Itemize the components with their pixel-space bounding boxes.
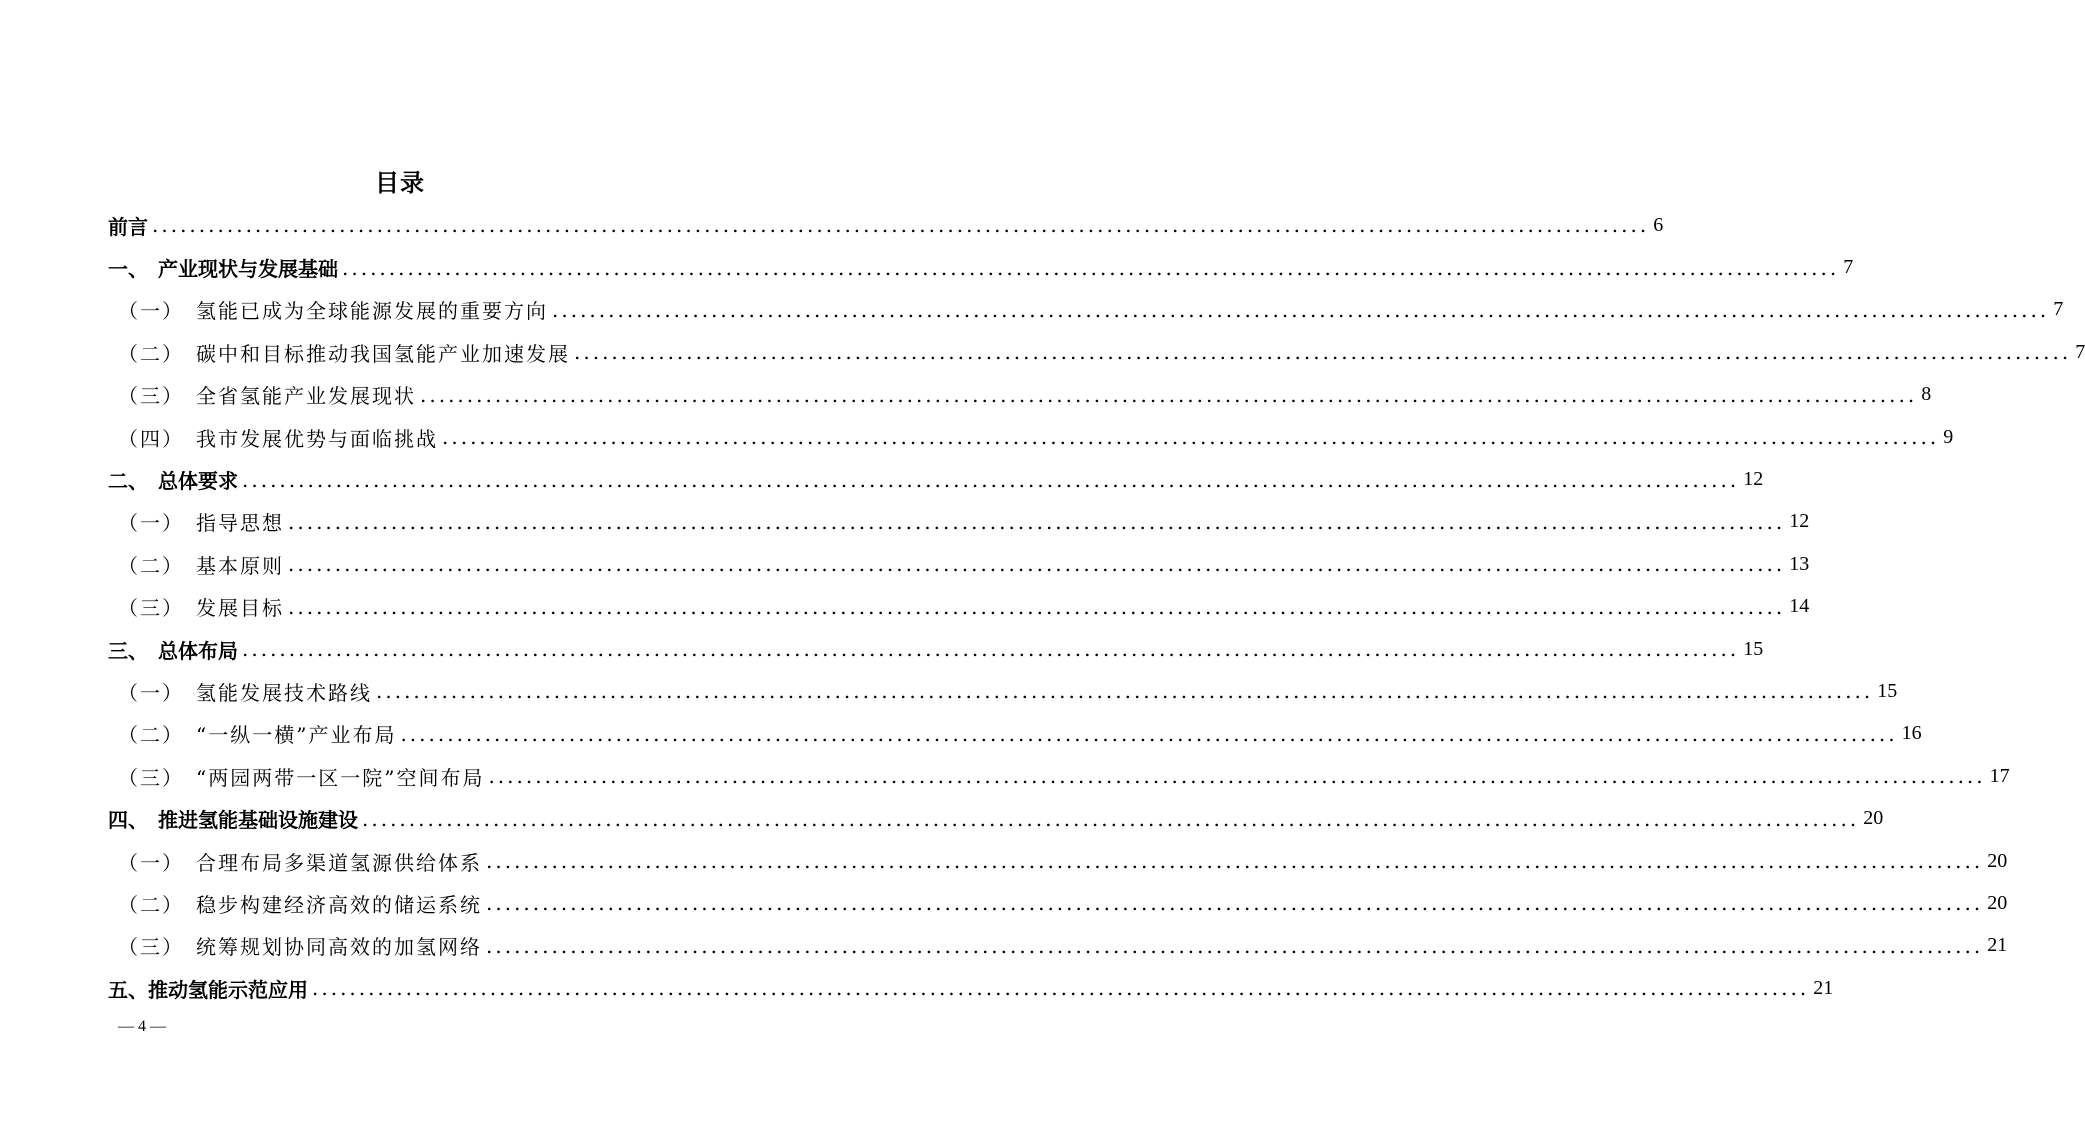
toc-entry-page: 15 bbox=[1743, 637, 1764, 660]
toc-entry-label: （二） 碳中和目标推动我国氢能产业加速发展 bbox=[118, 341, 570, 366]
toc-entry[interactable] bbox=[108, 967, 1834, 1009]
dot-leader: ................................................................................................................................................................ bbox=[486, 933, 1984, 958]
dot-leader: ................................................................................................................................................................ bbox=[152, 213, 1650, 238]
toc-entry-label: （四） 我市发展优势与面临挑战 bbox=[118, 426, 438, 451]
toc-entry-label: （三） 统筹规划协同高效的加氢网络 bbox=[118, 935, 482, 960]
toc-entry[interactable] bbox=[108, 458, 1764, 500]
toc-entry-label: （一） 氢能发展技术路线 bbox=[118, 680, 372, 705]
dot-leader: ................................................................................................................................................................ bbox=[288, 552, 1786, 577]
toc-entry-label: 前言 bbox=[108, 214, 148, 239]
toc-entry-page: 7 bbox=[2075, 340, 2085, 363]
toc-entry-label: 四、 推进氢能基础设施建设 bbox=[108, 808, 358, 833]
dot-leader: ................................................................................................................................................................ bbox=[552, 297, 2050, 322]
dot-leader: ................................................................................................................................................................ bbox=[242, 637, 1740, 662]
dot-leader: ................................................................................................................................................................ bbox=[400, 721, 1898, 746]
toc-entry-label: （一） 指导思想 bbox=[118, 511, 284, 536]
toc-entry-page: 20 bbox=[1863, 807, 1884, 830]
dot-leader: ................................................................................................................................................................ bbox=[442, 425, 1940, 450]
dot-leader: ................................................................................................................................................................ bbox=[574, 340, 2072, 365]
toc-entry[interactable] bbox=[108, 374, 1932, 416]
dot-leader: ................................................................................................................................................................ bbox=[342, 255, 1840, 280]
toc-entry-page: 7 bbox=[2053, 298, 2064, 321]
dot-leader: ................................................................................................................................................................ bbox=[376, 679, 1874, 704]
toc-entry[interactable] bbox=[108, 289, 2064, 331]
toc-entry-page: 9 bbox=[1943, 425, 1954, 448]
toc-entry[interactable] bbox=[108, 501, 1810, 543]
toc-entry-page: 21 bbox=[1813, 976, 1834, 999]
toc-entry-label: （三） “两园两带一区一院”空间布局 bbox=[118, 765, 485, 790]
toc-entry[interactable] bbox=[108, 416, 1954, 458]
toc-title: 目录 bbox=[375, 168, 425, 197]
toc-entry-label: （三） 发展目标 bbox=[118, 596, 284, 621]
toc-entry[interactable] bbox=[108, 628, 1764, 670]
toc-entry-label: 二、 总体要求 bbox=[108, 469, 238, 494]
toc-entry-label: （三） 全省氢能产业发展现状 bbox=[118, 384, 416, 409]
toc-entry-page: 14 bbox=[1789, 595, 1810, 618]
toc-entry-page: 7 bbox=[1843, 256, 1854, 279]
toc-entry[interactable] bbox=[108, 713, 1922, 755]
toc-entry-label: 三、 总体布局 bbox=[108, 638, 238, 663]
toc-entry[interactable] bbox=[108, 204, 1664, 246]
toc-entry[interactable] bbox=[108, 586, 1810, 628]
toc-entry-label: （一） 合理布局多渠道氢源供给体系 bbox=[118, 850, 482, 875]
toc-entry[interactable] bbox=[108, 755, 2010, 797]
toc-entry[interactable] bbox=[108, 543, 1810, 585]
toc-entry-page: 12 bbox=[1789, 510, 1810, 533]
dot-leader: ................................................................................................................................................................ bbox=[362, 806, 1860, 831]
toc-entry-page: 20 bbox=[1987, 891, 2008, 914]
dot-leader: ................................................................................................................................................................ bbox=[242, 467, 1740, 492]
toc-entry[interactable] bbox=[108, 246, 1854, 288]
dot-leader: ................................................................................................................................................................ bbox=[312, 976, 1810, 1001]
dot-leader: ................................................................................................................................................................ bbox=[488, 764, 1986, 789]
toc-entry-page: 12 bbox=[1743, 468, 1764, 491]
toc-entry-label: （二） “一纵一横”产业布局 bbox=[118, 723, 397, 748]
toc-entry[interactable] bbox=[108, 840, 2008, 882]
dot-leader: ................................................................................................................................................................ bbox=[486, 891, 1984, 916]
toc-entry-page: 13 bbox=[1789, 552, 1810, 575]
toc-entry[interactable] bbox=[108, 925, 2008, 967]
toc-entry-page: 17 bbox=[1989, 764, 2010, 787]
toc-entry-page: 15 bbox=[1877, 679, 1898, 702]
toc-entry-page: 21 bbox=[1987, 934, 2008, 957]
toc-entry[interactable] bbox=[108, 797, 1884, 839]
toc-entry[interactable] bbox=[108, 882, 2008, 924]
toc-entry-page: 20 bbox=[1987, 849, 2008, 872]
dot-leader: ................................................................................................................................................................ bbox=[288, 594, 1786, 619]
toc-entry[interactable] bbox=[108, 331, 2085, 373]
toc-entry-label: （二） 稳步构建经济高效的储运系统 bbox=[118, 892, 482, 917]
dot-leader: ................................................................................................................................................................ bbox=[486, 849, 1984, 874]
toc-entry-page: 16 bbox=[1901, 722, 1922, 745]
toc-entry-label: 五、推动氢能示范应用 bbox=[108, 977, 308, 1002]
dot-leader: ................................................................................................................................................................ bbox=[420, 382, 1918, 407]
toc-entry-page: 6 bbox=[1653, 213, 1664, 236]
table-of-contents bbox=[108, 204, 2085, 1009]
toc-entry-label: 一、 产业现状与发展基础 bbox=[108, 257, 338, 282]
dot-leader: ................................................................................................................................................................ bbox=[288, 509, 1786, 534]
toc-entry-label: （一） 氢能已成为全球能源发展的重要方向 bbox=[118, 299, 548, 324]
toc-entry-label: （二） 基本原则 bbox=[118, 553, 284, 578]
toc-entry-page: 8 bbox=[1921, 383, 1932, 406]
toc-entry[interactable] bbox=[108, 670, 1898, 712]
page-number-footer: — 4 — bbox=[118, 1018, 166, 1035]
